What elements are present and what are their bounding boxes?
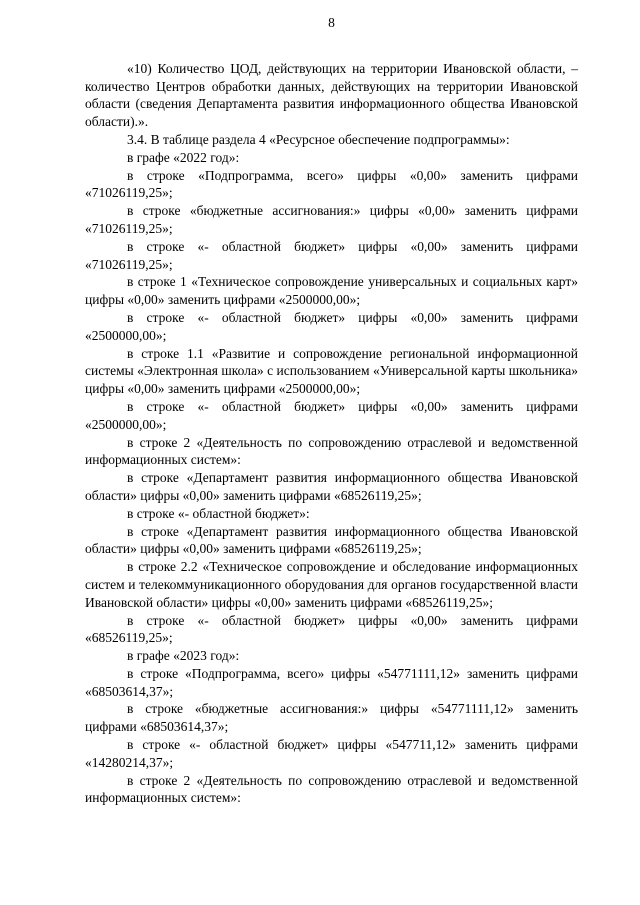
paragraph: в строке 1.1 «Развитие и сопровождение региональной информационной системы «Электронная школа» с использованием «Универсальной карты школьника» цифры «0,00» заменить цифрами «2500000,00»; bbox=[85, 345, 578, 397]
paragraph: «10) Количество ЦОД, действующих на территории Ивановской области, – количество Центров обработки данных, действующих на территории Ивановской области (сведения Департамента развития информационного общества Ивановской области).». bbox=[85, 60, 578, 130]
paragraph: в строке 2 «Деятельность по сопровождению отраслевой и ведомственной информационных систем»: bbox=[85, 434, 578, 468]
paragraph: в строке «Департамент развития информационного общества Ивановской области» цифры «0,00» заменить цифрами «68526119,25»; bbox=[85, 523, 578, 557]
paragraph: в строке «Подпрограмма, всего» цифры «0,00» заменить цифрами «71026119,25»; bbox=[85, 167, 578, 201]
page-number: 8 bbox=[328, 15, 335, 30]
paragraph: в строке «- областной бюджет»: bbox=[127, 505, 310, 521]
paragraph: в графе «2023 год»: bbox=[127, 648, 240, 664]
paragraph: в графе «2022 год»: bbox=[127, 149, 240, 165]
paragraph: в строке «Департамент развития информационного общества Ивановской области» цифры «0,00» заменить цифрами «68526119,25»; bbox=[85, 470, 578, 503]
paragraph: в строке «- областной бюджет» цифры «0,00» заменить цифрами «71026119,25»; bbox=[85, 238, 578, 272]
paragraph: 3.4. В таблице раздела 4 «Ресурсное обеспечение подпрограммы»: bbox=[127, 131, 510, 147]
paragraph: в строке «- областной бюджет» цифры «0,00» заменить цифрами «2500000,00»; bbox=[85, 309, 578, 343]
paragraph: в строке «бюджетные ассигнования:» цифры «54771111,12» заменить цифрами «68503614,37»; bbox=[85, 701, 578, 735]
paragraph: в строке 2 «Деятельность по сопровождению отраслевой и ведомственной информационных систем»: bbox=[85, 772, 578, 806]
document-body bbox=[85, 60, 578, 807]
paragraph: в строке «- областной бюджет» цифры «0,00» заменить цифрами «68526119,25»; bbox=[85, 612, 578, 646]
paragraph: в строке «бюджетные ассигнования:» цифры «0,00» заменить цифрами «71026119,25»; bbox=[85, 203, 578, 236]
paragraph: в строке «- областной бюджет» цифры «547711,12» заменить цифрами «14280214,37»; bbox=[85, 737, 578, 770]
paragraph: в строке «- областной бюджет» цифры «0,00» заменить цифрами «2500000,00»; bbox=[85, 398, 578, 432]
paragraph: в строке «Подпрограмма, всего» цифры «54771111,12» заменить цифрами «68503614,37»; bbox=[85, 665, 578, 699]
paragraph: в строке 1 «Техническое сопровождение универсальных и социальных карт» цифры «0,00» заменить цифрами «2500000,00»; bbox=[85, 274, 578, 308]
paragraph: в строке 2.2 «Техническое сопровождение и обследование информационных систем и телекоммуникационного оборудования для органов государственной власти Ивановской области» цифры «0,00» заменить цифрами «68526119,25»; bbox=[85, 559, 578, 610]
